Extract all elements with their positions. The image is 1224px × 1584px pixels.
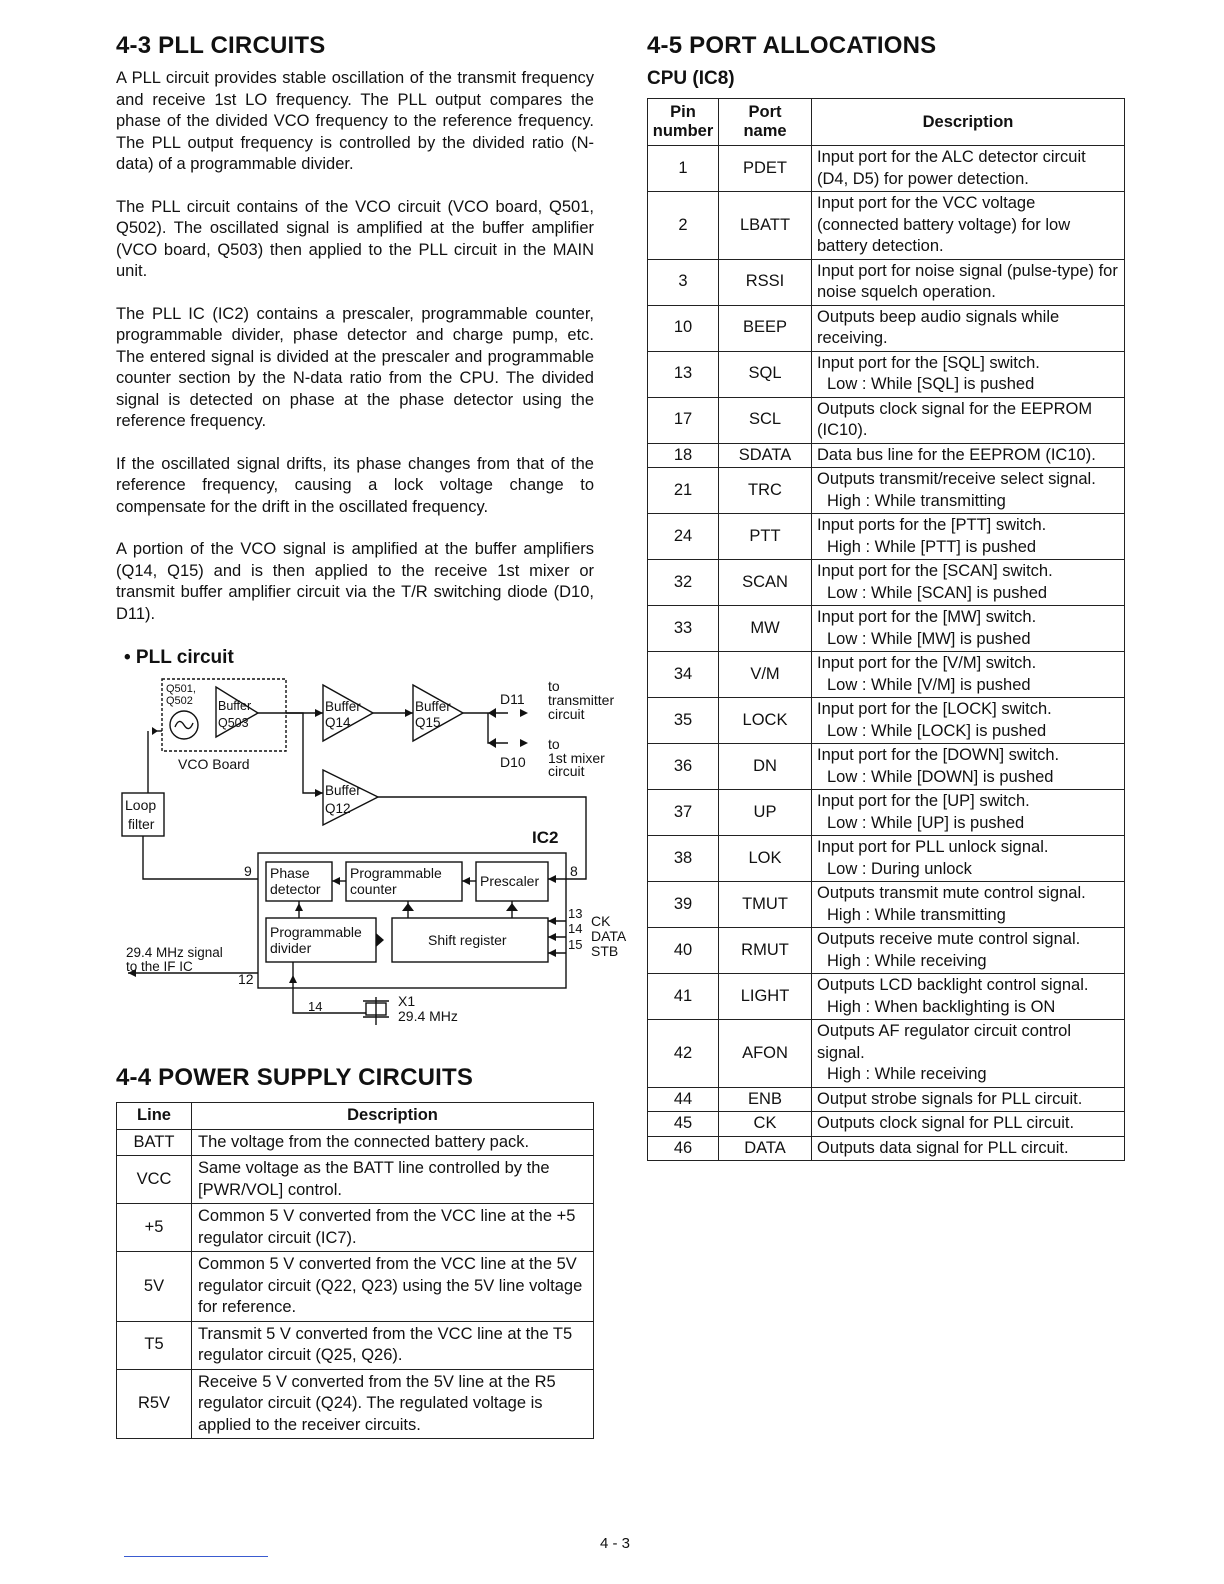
port-name-cell: MW	[719, 606, 812, 652]
description-cell	[812, 606, 1125, 652]
pin-number-cell: 17	[648, 397, 719, 443]
port-name-cell: LBATT	[719, 192, 812, 260]
power-section-title: 4-4 POWER SUPPLY CIRCUITS	[116, 1064, 474, 1091]
description-cell	[812, 560, 1125, 606]
pin-number-cell: 34	[648, 652, 719, 698]
port-name-cell: SCL	[719, 397, 812, 443]
pll-block-diagram	[108, 675, 628, 1060]
table-header-row	[648, 99, 1125, 146]
description-text: Input port for the [MW] switch.	[817, 608, 1037, 626]
port-name-cell: BEEP	[719, 305, 812, 351]
table-row	[648, 443, 1125, 468]
pll-paragraph: If the oscillated signal drifts, its phase changes from that of the reference frequency, causing a lock voltage change to compensate for the drift in the oscillated frequency.	[116, 454, 594, 516]
description-text: Outputs clock signal for the EEPROM (IC10).	[817, 399, 1093, 439]
prescaler-label: Prescaler	[480, 873, 540, 889]
pll-paragraph: A portion of the VCO signal is amplified at the buffer amplifiers (Q14, Q15) and is then applied to the receive 1st mixer or transmit buffer amplifier circuit via the T/R switching diode (D10, D11).	[116, 540, 594, 623]
table-row	[648, 468, 1125, 514]
description-cell	[812, 928, 1125, 974]
description-text: Input port for the VCC voltage (connected battery voltage) for low battery detection.	[817, 194, 1071, 255]
table-row	[648, 974, 1125, 1020]
table-row	[648, 351, 1125, 397]
pin-label: 9	[244, 863, 252, 879]
description-text: Input port for the [SCAN] switch.	[817, 562, 1053, 580]
table-row	[648, 698, 1125, 744]
header-text: number	[652, 122, 714, 140]
line-cell: T5	[117, 1321, 192, 1369]
q501-label: Q501,	[166, 683, 196, 695]
description-condition: Low : While [V/M] is pushed	[827, 675, 1031, 694]
vco-board-label: VCO Board	[178, 756, 250, 772]
description-cell	[812, 1112, 1125, 1137]
port-allocation-table	[647, 98, 1125, 1161]
ports-subtitle: CPU (IC8)	[647, 68, 735, 89]
description-cell	[812, 468, 1125, 514]
description-cell	[812, 836, 1125, 882]
description-condition: High : While receiving	[827, 951, 987, 970]
table-row	[648, 560, 1125, 606]
port-name-cell: DATA	[719, 1136, 812, 1161]
port-name-cell: V/M	[719, 652, 812, 698]
description-text: Outputs data signal for PLL circuit.	[817, 1138, 1069, 1157]
table-row	[117, 1369, 594, 1439]
if-signal-label: to the IF IC	[126, 959, 193, 974]
programmable-divider-label: Programmable	[270, 924, 362, 940]
pin-number-cell: 13	[648, 351, 719, 397]
table-row	[648, 1136, 1125, 1161]
description-cell: Same voltage as the BATT line controlled by the [PWR/VOL] control.	[192, 1156, 594, 1204]
pin-label: 14	[308, 999, 323, 1014]
shift-register-label: Shift register	[428, 932, 507, 948]
port-name-cell: ENB	[719, 1087, 812, 1112]
table-row	[648, 836, 1125, 882]
to-tx-label: to	[548, 678, 560, 694]
port-name-cell: PTT	[719, 514, 812, 560]
description-condition: Low : While [SQL] is pushed	[827, 375, 1035, 393]
pin-number-cell: 44	[648, 1087, 719, 1112]
pll-paragraph: The PLL circuit contains of the VCO circuit (VCO board, Q501, Q502). The oscillated signal is amplified at the buffer amplifier (VCO board, Q503) then applied to the PLL circuit in the MAIN unit.	[116, 197, 594, 280]
table-row	[117, 1204, 594, 1252]
description-cell	[812, 443, 1125, 468]
description-text: Input port for noise signal (pulse-type) for noise squelch operation.	[817, 261, 1118, 301]
table-row	[648, 146, 1125, 192]
table-row	[648, 790, 1125, 836]
pin-number-cell: 46	[648, 1136, 719, 1161]
description-text: Input port for the [V/M] switch.	[817, 654, 1037, 672]
table-row	[117, 1129, 594, 1156]
port-name-cell: AFON	[719, 1020, 812, 1088]
line-cell: +5	[117, 1204, 192, 1252]
description-text: Input port for the [SQL] switch.	[817, 353, 1040, 372]
x1-label: X1	[398, 993, 416, 1009]
pin-number-cell: 33	[648, 606, 719, 652]
pin-number-cell: 41	[648, 974, 719, 1020]
to-mixer-label: circuit	[548, 763, 585, 779]
q14-label: Q14	[325, 715, 351, 730]
port-name-cell: TRC	[719, 468, 812, 514]
pin-number-cell: 40	[648, 928, 719, 974]
buffer-q15-label: Buffer	[415, 699, 451, 714]
description-text: Input port for the ALC detector circuit (D4, D5) for power detection.	[817, 148, 1086, 188]
port-name-cell: SCAN	[719, 560, 812, 606]
phase-detector-label: Phase	[270, 865, 310, 881]
description-cell	[812, 1087, 1125, 1112]
description-cell	[812, 652, 1125, 698]
pin-number-cell: 18	[648, 443, 719, 468]
pin-number-cell: 35	[648, 698, 719, 744]
port-name-cell: TMUT	[719, 882, 812, 928]
description-cell: Receive 5 V converted from the 5V line at the R5 regulator circuit (Q24). The regulated voltage is applied to the receiver circuits.	[192, 1369, 594, 1439]
port-name-cell: RMUT	[719, 928, 812, 974]
description-cell	[812, 698, 1125, 744]
d10-label: D10	[500, 754, 526, 770]
description-cell	[812, 744, 1125, 790]
programmable-divider-label: divider	[270, 940, 312, 956]
description-cell	[812, 259, 1125, 305]
description-condition: Low : While [SCAN] is pushed	[827, 583, 1048, 602]
description-text: Outputs AF regulator circuit control signal.	[817, 1022, 1072, 1062]
description-condition: High : While transmitting	[827, 491, 1006, 510]
description-cell	[812, 1020, 1125, 1088]
table-row	[648, 397, 1125, 443]
description-cell	[812, 351, 1125, 397]
pin-number-cell: 24	[648, 514, 719, 560]
column-header-description: Description	[812, 99, 1125, 146]
line-cell: 5V	[117, 1252, 192, 1322]
table-row	[648, 259, 1125, 305]
pll-diagram-title: • PLL circuit	[124, 647, 234, 668]
column-header-line: Line	[117, 1103, 192, 1130]
port-name-cell: UP	[719, 790, 812, 836]
table-row	[648, 882, 1125, 928]
ck-label: CK	[591, 913, 611, 929]
table-header-row	[117, 1103, 594, 1130]
if-signal-label: 29.4 MHz signal	[126, 945, 223, 960]
q15-label: Q15	[415, 715, 441, 730]
programmable-counter-label: counter	[350, 881, 397, 897]
stb-label: STB	[591, 943, 619, 959]
port-name-cell: SQL	[719, 351, 812, 397]
table-row	[648, 1020, 1125, 1088]
description-cell	[812, 397, 1125, 443]
table-row	[117, 1156, 594, 1204]
ports-section-title: 4-5 PORT ALLOCATIONS	[647, 32, 937, 59]
to-tx-label: circuit	[548, 706, 585, 722]
description-cell: Common 5 V converted from the VCC line at the 5V regulator circuit (Q22, Q23) using the 5V line voltage for reference.	[192, 1252, 594, 1322]
table-row	[648, 192, 1125, 260]
buffer-q14-label: Buffer	[325, 699, 361, 714]
pin-label: 14	[568, 921, 583, 936]
x1-frequency-label: 29.4 MHz	[398, 1008, 458, 1024]
description-text: Input port for PLL unlock signal.	[817, 838, 1049, 856]
description-cell	[812, 974, 1125, 1020]
right-column	[647, 32, 1125, 1161]
column-header-pin	[648, 99, 719, 146]
table-row	[117, 1321, 594, 1369]
left-column	[116, 32, 627, 1439]
port-name-cell: LOK	[719, 836, 812, 882]
description-cell	[812, 146, 1125, 192]
table-row	[648, 652, 1125, 698]
description-text: Outputs transmit mute control signal.	[817, 884, 1086, 902]
d11-label: D11	[500, 691, 525, 707]
pin-number-cell: 37	[648, 790, 719, 836]
table-row	[648, 514, 1125, 560]
pin-number-cell: 1	[648, 146, 719, 192]
description-cell	[812, 882, 1125, 928]
port-name-cell: LOCK	[719, 698, 812, 744]
pin-label: 12	[238, 971, 254, 987]
to-mixer-label: to	[548, 736, 560, 752]
pin-label: 13	[568, 906, 583, 921]
line-cell: R5V	[117, 1369, 192, 1439]
table-row	[648, 928, 1125, 974]
column-header-description: Description	[192, 1103, 594, 1130]
port-name-cell: RSSI	[719, 259, 812, 305]
port-table-body	[648, 146, 1125, 1161]
data-label: DATA	[591, 928, 627, 944]
pin-number-cell: 39	[648, 882, 719, 928]
pin-number-cell: 32	[648, 560, 719, 606]
pin-number-cell: 38	[648, 836, 719, 882]
q502-label: Q502	[166, 695, 193, 707]
description-condition: Low : While [LOCK] is pushed	[827, 721, 1047, 740]
pin-number-cell: 21	[648, 468, 719, 514]
port-name-cell: CK	[719, 1112, 812, 1137]
page-number: 4 - 3	[600, 1535, 631, 1552]
port-name-cell: PDET	[719, 146, 812, 192]
line-cell: BATT	[117, 1129, 192, 1156]
filter-label: filter	[128, 816, 155, 832]
description-cell: The voltage from the connected battery pack.	[192, 1129, 594, 1156]
description-text: Input port for the [DOWN] switch.	[817, 746, 1060, 764]
pin-label: 8	[570, 863, 578, 879]
pll-paragraph: The PLL IC (IC2) contains a prescaler, programmable counter, programmable divider, phase detector and charge pump, etc. The entered signal is divided at the prescaler and programmable counter section by the N-data ratio from the CPU. The divided signal is detected on phase at the phase detector using the reference frequency.	[116, 304, 594, 430]
port-name-cell: DN	[719, 744, 812, 790]
q503-label: Q503	[218, 716, 249, 730]
q12-label: Q12	[325, 801, 351, 816]
loop-label: Loop	[125, 797, 157, 813]
port-name-cell: LIGHT	[719, 974, 812, 1020]
description-text: Output strobe signals for PLL circuit.	[817, 1089, 1083, 1108]
pll-section-title: 4-3 PLL CIRCUITS	[116, 32, 326, 59]
description-condition: Low : While [MW] is pushed	[827, 629, 1031, 648]
pin-number-cell: 2	[648, 192, 719, 260]
column-header-port	[719, 99, 812, 146]
description-text: Input ports for the [PTT] switch.	[817, 516, 1047, 534]
description-condition: High : When backlighting is ON	[827, 997, 1056, 1016]
description-text: Outputs receive mute control signal.	[817, 930, 1081, 948]
pin-number-cell: 10	[648, 305, 719, 351]
header-text: Port	[748, 103, 782, 121]
description-condition: High : While [PTT] is pushed	[827, 537, 1037, 556]
description-text: Outputs LCD backlight control signal.	[817, 976, 1089, 994]
pin-number-cell: 42	[648, 1020, 719, 1088]
description-text: Outputs clock signal for PLL circuit.	[817, 1114, 1075, 1132]
power-supply-table	[116, 1102, 594, 1439]
table-row	[648, 305, 1125, 351]
description-condition: High : While receiving	[827, 1065, 987, 1083]
description-cell: Common 5 V converted from the VCC line at the +5 regulator circuit (IC7).	[192, 1204, 594, 1252]
port-name-cell: SDATA	[719, 443, 812, 468]
phase-detector-label: detector	[270, 881, 321, 897]
to-mixer-label: 1st mixer	[548, 750, 605, 766]
programmable-counter-label: Programmable	[350, 865, 442, 881]
table-row	[648, 1112, 1125, 1137]
header-text: name	[743, 122, 787, 140]
description-text: Outputs beep audio signals while receiving.	[817, 307, 1060, 347]
description-cell	[812, 790, 1125, 836]
description-cell	[812, 305, 1125, 351]
buffer-q12-label: Buffer	[325, 783, 361, 798]
table-row	[648, 606, 1125, 652]
table-row	[117, 1252, 594, 1322]
description-cell	[812, 192, 1125, 260]
description-cell	[812, 1136, 1125, 1161]
description-condition: Low : During unlock	[827, 859, 972, 878]
description-text: Input port for the [LOCK] switch.	[817, 700, 1052, 718]
description-cell: Transmit 5 V converted from the VCC line at the T5 regulator circuit (Q25, Q26).	[192, 1321, 594, 1369]
pin-number-cell: 45	[648, 1112, 719, 1137]
ic2-label: IC2	[532, 828, 559, 847]
vco-buffer-label: Buffer	[218, 699, 252, 713]
description-text: Data bus line for the EEPROM (IC10).	[817, 445, 1096, 464]
pin-label: 15	[568, 937, 583, 952]
description-text: Input port for the [UP] switch.	[817, 792, 1030, 810]
description-text: Outputs transmit/receive select signal.	[817, 470, 1096, 488]
footer-rule	[124, 1556, 268, 1557]
table-row	[648, 744, 1125, 790]
pin-number-cell: 3	[648, 259, 719, 305]
table-row	[648, 1087, 1125, 1112]
pin-number-cell: 36	[648, 744, 719, 790]
description-condition: Low : While [DOWN] is pushed	[827, 767, 1054, 786]
description-cell	[812, 514, 1125, 560]
line-cell: VCC	[117, 1156, 192, 1204]
description-condition: High : While transmitting	[827, 905, 1006, 924]
pll-paragraph: A PLL circuit provides stable oscillation of the transmit frequency and receive 1st LO frequency. The PLL output compares the phase of the divided VCO frequency to the reference frequency. The PLL output frequency is controlled by the divided ratio (N-data) of a programmable divider.	[116, 69, 594, 173]
to-tx-label: transmitter	[548, 692, 615, 708]
description-condition: Low : While [UP] is pushed	[827, 813, 1025, 832]
header-text: Pin	[670, 103, 696, 121]
